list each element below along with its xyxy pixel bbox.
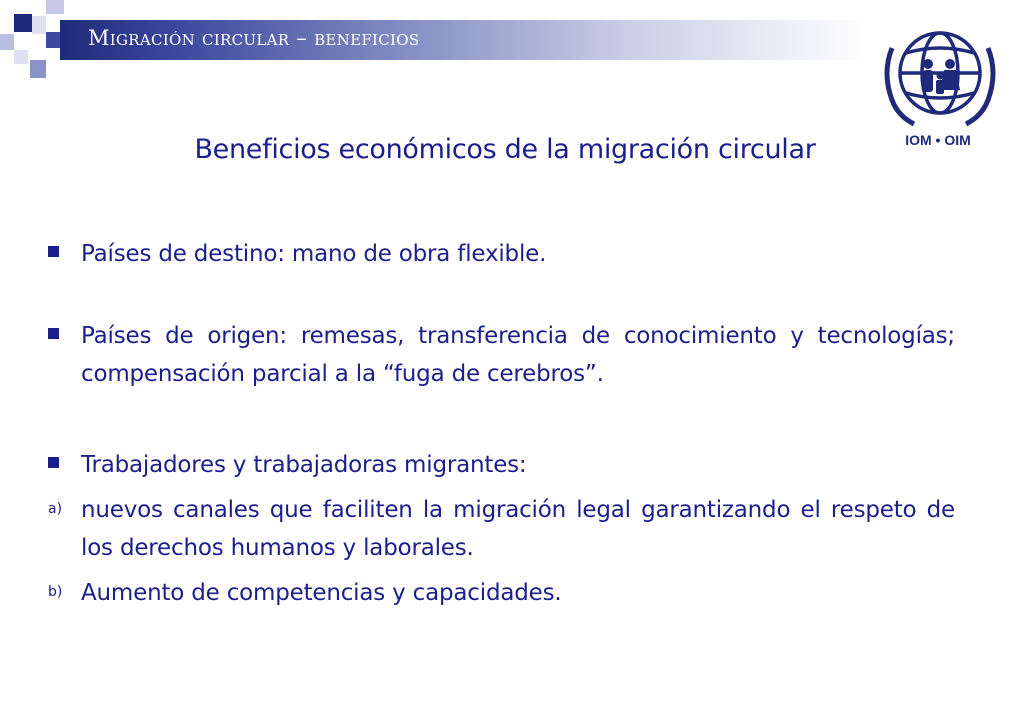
bullet-square-icon (48, 457, 59, 468)
bullet-item (48, 317, 955, 393)
header-title: Migración circular – beneficios (88, 26, 420, 50)
decor-square (14, 14, 32, 32)
bullet-square-icon (48, 246, 59, 257)
bullet-text: Trabajadores y trabajadoras migrantes: (81, 452, 527, 478)
decor-square (0, 34, 14, 50)
sub-item-marker: b) (48, 584, 63, 600)
sub-item-text: nuevos canales que faciliten la migración legal garantizando el respeto de los derechos humanos y laborales. (81, 497, 955, 561)
decor-square (46, 0, 64, 14)
bullet-text: Países de origen: remesas, transferencia de conocimiento y tecnologías; compensación parcial a la “fuga de cerebros”. (81, 323, 955, 387)
bullet-item (48, 235, 955, 273)
family-icon (923, 59, 960, 94)
iom-logo (880, 28, 1000, 128)
logo-label: IOM • OIM (905, 132, 971, 148)
bullet-square-icon (48, 328, 59, 339)
sub-item-text: Aumento de competencias y capacidades. (81, 580, 562, 606)
sub-item (48, 491, 955, 567)
sub-item (48, 574, 955, 612)
bullet-item (48, 446, 955, 484)
decor-square (14, 50, 28, 64)
decor-square (32, 16, 46, 34)
decor-square (30, 60, 46, 78)
slide-title: Beneficios económicos de la migración circular (194, 134, 816, 165)
sub-item-marker: a) (48, 501, 63, 517)
bullet-text: Países de destino: mano de obra flexible. (81, 241, 547, 267)
